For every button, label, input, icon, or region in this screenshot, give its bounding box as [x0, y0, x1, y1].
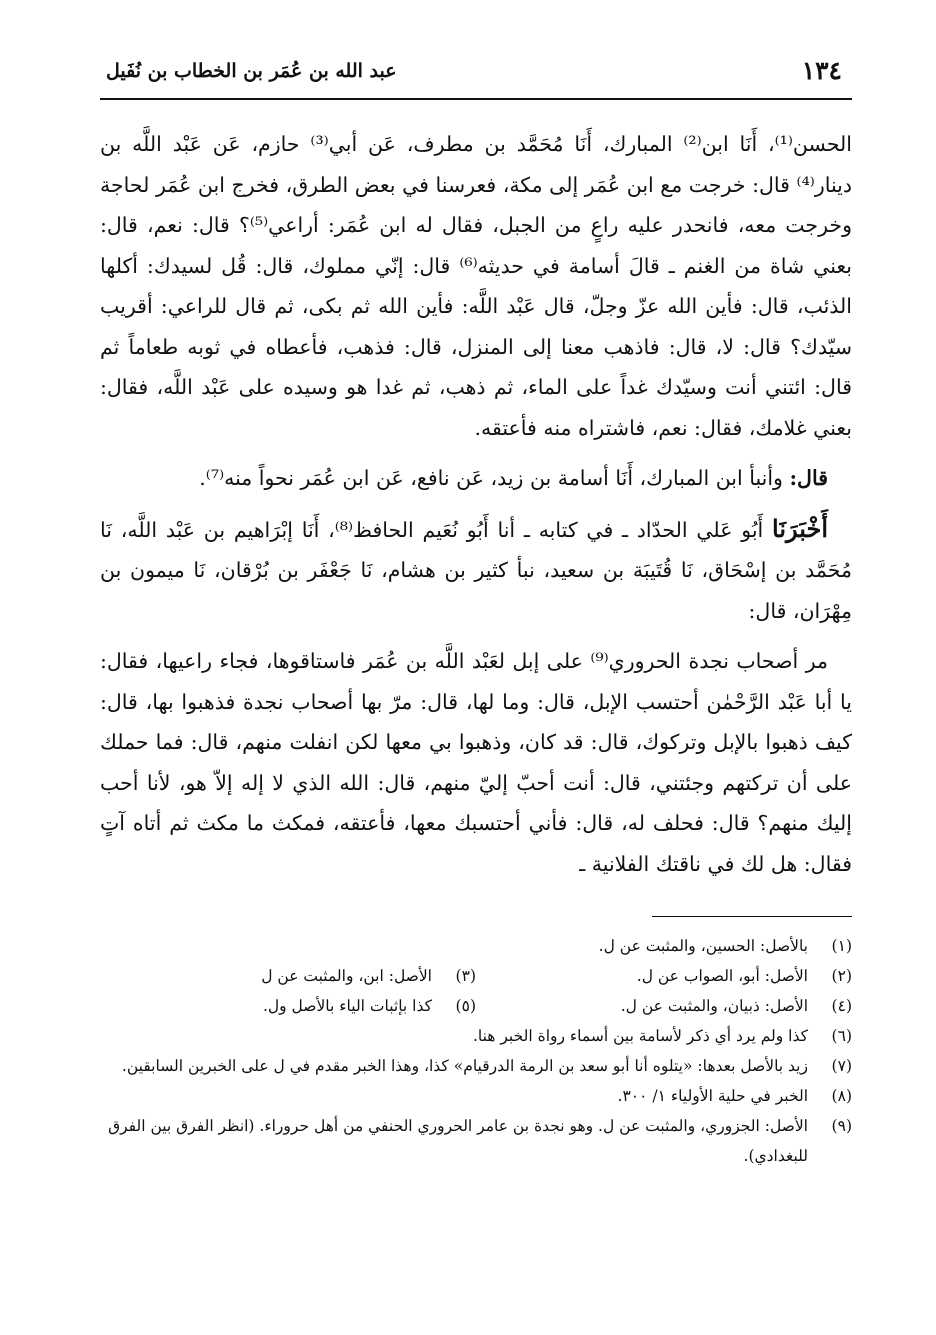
paragraph-lead: قال: — [789, 466, 828, 490]
footnote-number: (٢) — [831, 967, 852, 985]
footnote-text: الأصل: ابن، والمثبت عن ل — [261, 967, 432, 985]
footnotes — [100, 931, 852, 1171]
footnote-text: الأصل: ذبيان، والمثبت عن ل. — [620, 997, 808, 1015]
footnote-number: (٤) — [831, 997, 852, 1015]
footnote-number: (٣) — [455, 967, 476, 985]
footnote — [100, 991, 476, 1021]
paragraph — [100, 124, 852, 448]
footnote-number: (٥) — [455, 997, 476, 1015]
footnote — [100, 1081, 852, 1111]
footnote-separator — [652, 916, 852, 917]
footnote — [100, 931, 852, 961]
paragraph — [100, 509, 852, 632]
paragraph-text: الحسن⁽¹⁾، أَنَا ابن⁽²⁾ المبارك، أَنَا مُحَمَّد بن مطرف، عَن أبي⁽³⁾ حازم، عَن عَبْد اللَّه بن دينار⁽⁴⁾ قال: خرجت مع ابن عُمَر إلى مكة، فعرسنا في بعض الطرق، فخرج ابن عُمَر لحاجة وخرجت معه، فانحدر عليه راعٍ من الجبل، فقال له ابن عُمَر: أراعي⁽⁵⁾؟ قال: نعم، قال: بعني شاة من الغنم ـ قالَ أسامة في حديثه⁽⁶⁾ قال: إنّي مملوك، قال: قُل لسيدك: أكلها الذئب، قال: فأين الله عزّ وجلّ، قال عَبْد اللَّه: فأين الله ثم بكى، ثم قال للراعي: أقريب سيّدك؟ قال: لا، قال: فاذهب معنا إلى المنزل، قال: فذهب، فأعطاه في ثوبه طعاماً ثم قال: ائتني أنت وسيّدك غداً على الماء، ثم ذهب، ثم غدا هو وسيده على عَبْد اللَّه، فقال: بعني غلامك، فقال: نعم، فاشتراه منه فأعتقه. — [100, 132, 852, 440]
running-header — [100, 50, 852, 100]
running-title: عبد الله بن عُمَر بن الخطاب بن نُفَيل — [106, 60, 397, 82]
paragraph — [100, 641, 852, 884]
footnote-text: زيد بالأصل بعدها: «يتلوه أنا أبو سعد بن الرمة الدرقيام» كذا، وهذا الخبر مقدم في ل على الخبرين السابقين. — [121, 1057, 808, 1075]
paragraph-text: أَبُو عَلي الحدّاد ـ في كتابه ـ أنا أَبُو نُعَيم الحافظ⁽⁸⁾، أَنَا إبْرَاهيم بن عَبْد اللَّه، نَا مُحَمَّد بن إسْحَاق، نَا قُتَيبَة بن سعيد، نبأ كثير بن هشام، نَا جَعْفَر بن بُرْقان، نَا ميمون بن مِهْرَان، قال: — [100, 517, 852, 623]
paragraph-lead: أَخْبَرَنَا — [772, 513, 828, 543]
footnote-text: الخبر في حلية الأولياء ١/ ٣٠٠. — [617, 1087, 808, 1105]
footnote-text: كذا ولم يرد أي ذكر لأسامة بين أسماء رواة الخبر هنا. — [472, 1027, 808, 1045]
footnote-number: (٦) — [831, 1027, 852, 1045]
footnote-separator-wrap — [100, 894, 852, 931]
footnote-text: الأصل: أبو، الصواب عن ل. — [636, 967, 808, 985]
footnote-number: (١) — [831, 937, 852, 955]
footnote-text: الأصل: الجزوري، والمثبت عن ل. وهو نجدة بن عامر الحروري الحنفي من أهل حروراء. (انظر الفرق بين الفرق للبغدادي). — [108, 1117, 808, 1165]
page-number: ١٣٤ — [801, 56, 842, 85]
footnote-text: بالأصل: الحسين، والمثبت عن ل. — [598, 937, 808, 955]
book-page — [100, 50, 852, 1300]
footnote-number: (٩) — [831, 1117, 852, 1135]
footnote-row — [100, 991, 852, 1021]
main-text — [100, 124, 852, 884]
footnote-number: (٨) — [831, 1087, 852, 1105]
footnote-row — [100, 961, 852, 991]
footnote — [476, 991, 852, 1021]
paragraph — [100, 458, 852, 499]
footnote — [100, 961, 476, 991]
paragraph-text: مر أصحاب نجدة الحروري⁽⁹⁾ على إبل لعَبْد اللَّه بن عُمَر فاستاقوها، فجاء راعيها، فقال: يا أبا عَبْد الرَّحْمٰن أحتسب الإبل، قال: وما لها، قال: مرّ بها أصحاب نجدة فذهبوا بها، قال: كيف ذهبوا بالإبل وتركوك، قال: قد كان، وذهبوا بي معها لكن انفلت منهم، قال: فما حملك على أن تركتهم وجئتني، قال: أنت أحبّ إليّ منهم، قال: الله الذي لا إله إلاّ هو، لأنا أحب إليك منهم؟ قال: فحلف له، قال: فأني أحتسبك معها، فأعتقه، فمكث ما مكث ثم أتاه آتٍ فقال: هل لك في ناقتك الفلانية ـ — [100, 649, 852, 876]
footnote — [100, 1021, 852, 1051]
paragraph-text: وأنبأ ابن المبارك، أَنَا أسامة بن زيد، عَن نافع، عَن ابن عُمَر نحواً منه⁽⁷⁾. — [199, 466, 790, 490]
footnote — [100, 1111, 852, 1171]
footnote — [476, 961, 852, 991]
footnote — [100, 1051, 852, 1081]
footnote-number: (٧) — [831, 1057, 852, 1075]
footnote-text: كذا بإثبات الياء بالأصل ول. — [262, 997, 432, 1015]
